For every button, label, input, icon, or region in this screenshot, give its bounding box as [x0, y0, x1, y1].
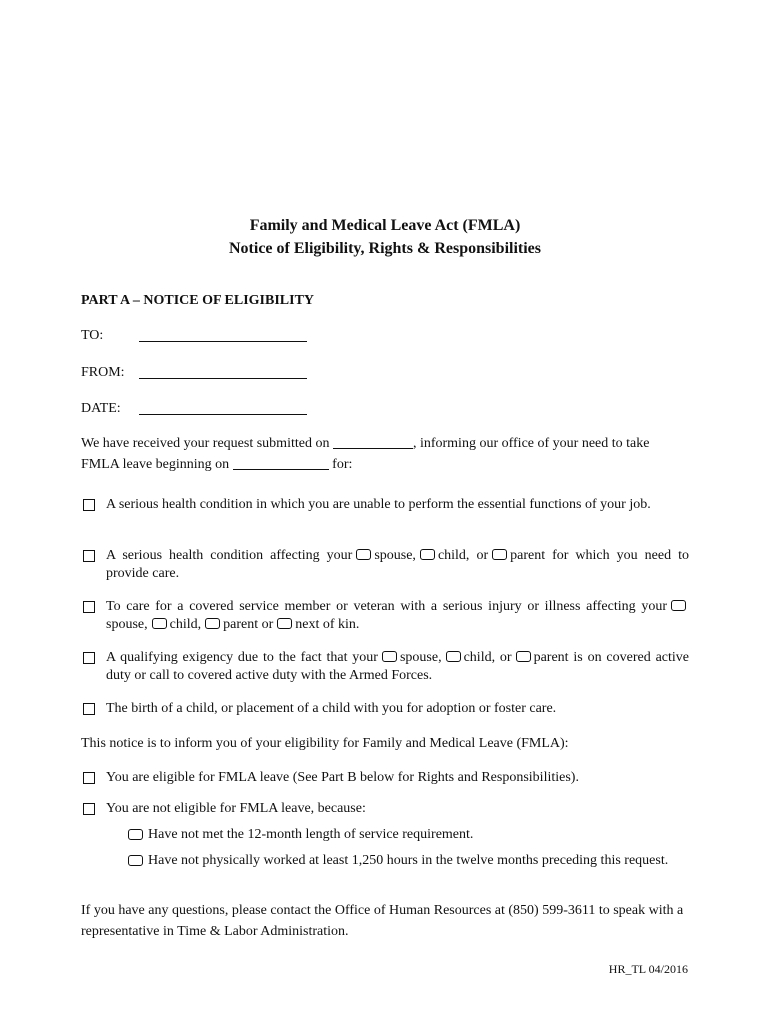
checkbox-icon[interactable]: [83, 601, 95, 613]
reason-own-health-text: A serious health condition in which you are unable to perform the essential functions of your job.: [106, 497, 651, 512]
checkbox-icon[interactable]: [83, 803, 95, 815]
not-eligible-reason-service-text: Have not met the 12-month length of service requirement.: [148, 827, 474, 842]
child-checkbox[interactable]: [152, 618, 167, 629]
child-checkbox[interactable]: [420, 549, 435, 560]
not-eligible-reason-service: [128, 826, 690, 844]
eligible-option: [81, 769, 689, 787]
not-eligible-option: [81, 800, 689, 818]
from-label: FROM:: [81, 365, 125, 380]
contact-paragraph: If you have any questions, please contact the Office of Human Resources at (850) 599-3611 to speak with a representative in Time & Labor Administration.: [81, 903, 684, 939]
not-eligible-reason-hours-text: Have not physically worked at least 1,250 hours in the twelve months preceding this request.: [148, 853, 669, 868]
checkbox-icon[interactable]: [83, 550, 95, 562]
reason-qualifying-exigency-text: A qualifying exigency due to the fact that your spouse, child, or parent is on covered active duty or call to covered active duty with the Armed Forces.: [106, 650, 689, 683]
notice-paragraph: This notice is to inform you of your eligibility for Family and Medical Leave (FMLA):: [81, 736, 569, 751]
request-text-1: We have received your request submitted on: [81, 436, 333, 451]
eligible-text: You are eligible for FMLA leave (See Part B below for Rights and Responsibilities).: [106, 770, 579, 785]
reason-own-health: [81, 496, 689, 514]
document-title: Family and Medical Leave Act (FMLA): [249, 217, 521, 234]
child-checkbox[interactable]: [446, 651, 461, 662]
to-input-line[interactable]: [139, 327, 307, 342]
part-a-heading: PART A – NOTICE OF ELIGIBILITY: [81, 293, 315, 308]
date-input-line[interactable]: [139, 400, 307, 415]
date-field: [81, 400, 307, 417]
to-field: [81, 327, 307, 344]
from-field: [81, 364, 307, 381]
checkbox-icon[interactable]: [83, 652, 95, 664]
to-label: TO:: [81, 328, 104, 343]
checkbox-icon[interactable]: [83, 703, 95, 715]
request-text-2: , informing our office of your need to take FMLA leave beginning on: [81, 436, 650, 472]
form-code: HR_TL 04/2016: [608, 962, 688, 976]
checkbox-icon[interactable]: [83, 772, 95, 784]
checkbox-icon[interactable]: [128, 829, 143, 840]
document-subtitle: Notice of Eligibility, Rights & Responsibilities: [228, 240, 541, 257]
reason-family-health: [81, 547, 689, 583]
reason-service-member: [81, 598, 689, 634]
from-input-line[interactable]: [139, 364, 307, 379]
reason-family-health-text: A serious health condition affecting your spouse, child, or parent for which you need to provide care.: [106, 548, 690, 581]
request-text-3: for:: [328, 457, 353, 472]
submitted-date-blank[interactable]: [333, 434, 413, 449]
spouse-checkbox[interactable]: [356, 549, 371, 560]
reason-qualifying-exigency: [81, 649, 689, 685]
parent-checkbox[interactable]: [205, 618, 220, 629]
parent-checkbox[interactable]: [516, 651, 531, 662]
reason-birth-adoption: [81, 700, 689, 718]
request-paragraph: [81, 433, 689, 475]
leave-start-date-blank[interactable]: [233, 455, 329, 470]
next-of-kin-checkbox[interactable]: [277, 618, 292, 629]
checkbox-icon[interactable]: [83, 499, 95, 511]
checkbox-icon[interactable]: [128, 855, 143, 866]
spouse-checkbox[interactable]: [671, 600, 686, 611]
date-label: DATE:: [81, 401, 121, 416]
reason-birth-adoption-text: The birth of a child, or placement of a child with you for adoption or foster care.: [106, 701, 557, 716]
not-eligible-text: You are not eligible for FMLA leave, because:: [106, 801, 366, 816]
spouse-checkbox[interactable]: [382, 651, 397, 662]
parent-checkbox[interactable]: [492, 549, 507, 560]
not-eligible-reason-hours: [128, 852, 690, 870]
reason-service-member-text: To care for a covered service member or veteran with a serious injury or illness affecting yourspouse, child, parent or next of kin.: [106, 598, 689, 634]
